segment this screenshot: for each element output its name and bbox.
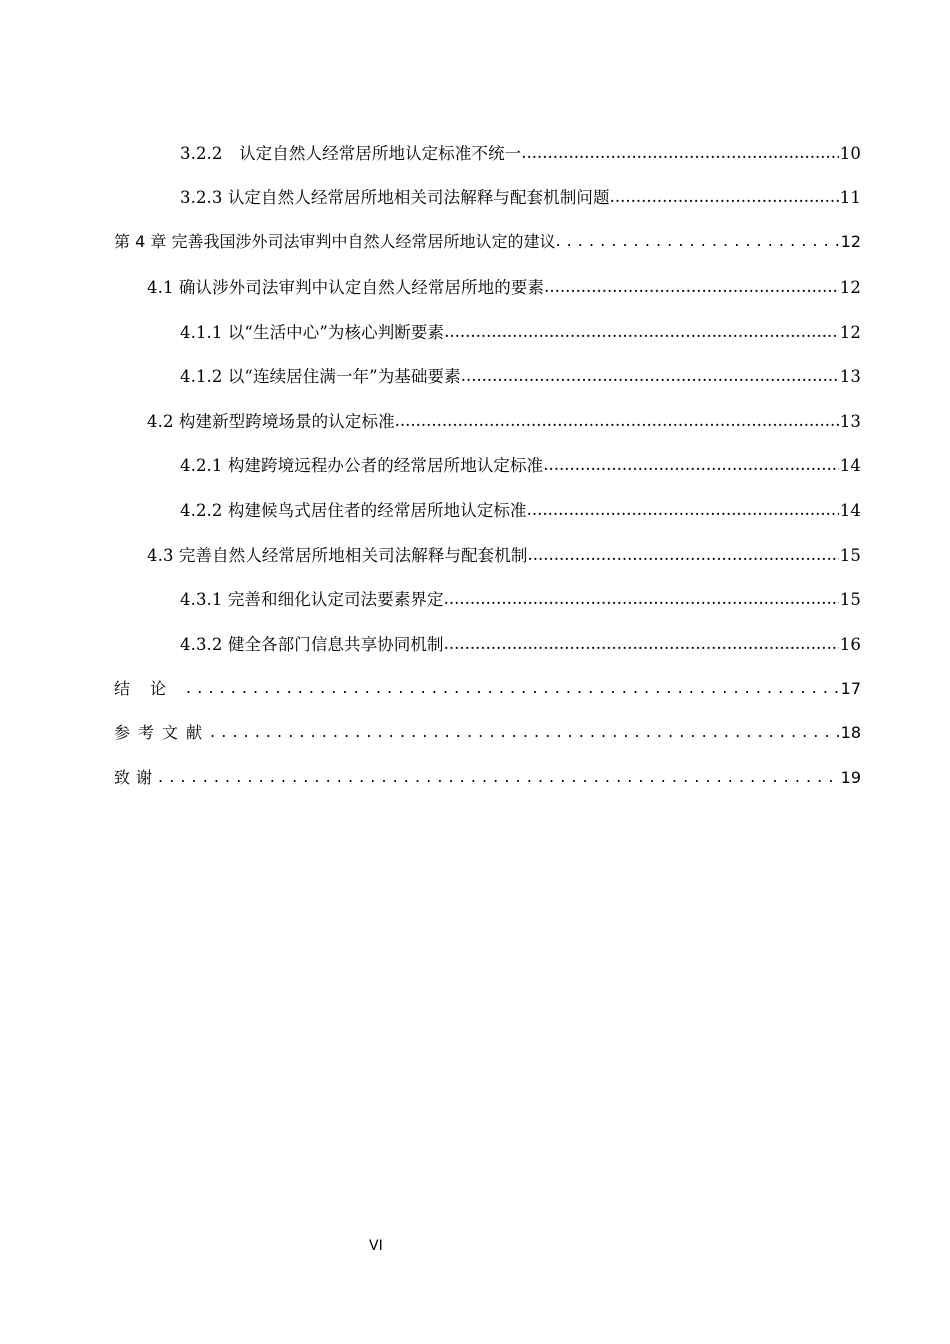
toc-entry-page: 12 bbox=[840, 232, 861, 251]
toc-entry-4-2-2[interactable] bbox=[180, 497, 861, 527]
toc-entry-page: 13 bbox=[839, 412, 861, 431]
toc-entry-4-2[interactable] bbox=[147, 408, 861, 438]
toc-dot-leader bbox=[527, 500, 839, 519]
toc-entry-4-1[interactable] bbox=[147, 274, 861, 304]
toc-entry-page: 14 bbox=[839, 501, 861, 520]
toc-dot-leader bbox=[158, 767, 840, 786]
toc-entry-3-2-2[interactable] bbox=[180, 140, 861, 170]
toc-dot-leader bbox=[610, 187, 839, 206]
toc-entry-label: 参考文献 bbox=[114, 723, 211, 742]
toc-entry-acknowledgements[interactable] bbox=[114, 765, 861, 795]
toc-entry-label: 4.1 确认涉外司法审判中认定自然人经常居所地的要素 bbox=[147, 278, 545, 297]
toc-entry-label: 4.1.1 以“生活中心”为核心判断要素 bbox=[180, 323, 445, 342]
toc-entry-label: 3.2.3 认定自然人经常居所地相关司法解释与配套机制问题 bbox=[180, 188, 610, 207]
toc-dot-leader bbox=[555, 231, 839, 250]
toc-dot-leader bbox=[186, 678, 840, 697]
toc-entry-3-2-3[interactable] bbox=[180, 184, 861, 214]
toc-dot-leader bbox=[528, 545, 839, 564]
toc-entry-page: 12 bbox=[839, 323, 861, 342]
toc-entry-page: 14 bbox=[839, 456, 861, 475]
toc-entry-label: 第 4 章 完善我国涉外司法审判中自然人经常居所地认定的建议 bbox=[114, 232, 556, 251]
toc-entry-label: 4.1.2 以“连续居住满一年”为基础要素 bbox=[180, 367, 461, 386]
toc-dot-leader bbox=[544, 277, 839, 296]
toc-entry-chapter-4[interactable] bbox=[114, 229, 861, 259]
toc-entry-page: 12 bbox=[839, 278, 861, 297]
toc-entry-page: 11 bbox=[839, 188, 861, 207]
toc-dot-leader bbox=[444, 322, 839, 341]
toc-dot-leader bbox=[210, 722, 840, 741]
toc-entry-4-3-1[interactable] bbox=[180, 586, 861, 616]
toc-dot-leader bbox=[444, 589, 839, 608]
toc-entry-page: 15 bbox=[839, 590, 861, 609]
toc-entry-4-1-2[interactable] bbox=[180, 363, 861, 393]
toc-entry-4-3[interactable] bbox=[147, 542, 861, 572]
toc-entry-page: 16 bbox=[839, 635, 861, 654]
toc-entry-label: 4.2.1 构建跨境远程办公者的经常居所地认定标准 bbox=[180, 456, 544, 475]
toc-dot-leader bbox=[444, 634, 839, 653]
page-number: VI bbox=[369, 1238, 383, 1254]
toc-entry-page: 19 bbox=[840, 768, 861, 787]
toc-entry-label: 4.2.2 构建候鸟式居住者的经常居所地认定标准 bbox=[180, 501, 527, 520]
toc-dot-leader bbox=[461, 366, 839, 385]
toc-entry-4-2-1[interactable] bbox=[180, 452, 861, 482]
toc-entry-page: 17 bbox=[840, 679, 861, 698]
toc-entry-page: 15 bbox=[839, 546, 861, 565]
toc-entry-label: 致谢 bbox=[114, 768, 159, 787]
toc-entry-label: 3.2.2 认定自然人经常居所地认定标准不统一 bbox=[180, 144, 522, 163]
toc-dot-leader bbox=[395, 411, 839, 430]
toc-entry-label: 4.2 构建新型跨境场景的认定标准 bbox=[147, 412, 395, 431]
toc-entry-label: 4.3 完善自然人经常居所地相关司法解释与配套机制 bbox=[147, 546, 528, 565]
toc-entry-references[interactable] bbox=[114, 720, 861, 750]
toc-entry-4-1-1[interactable] bbox=[180, 319, 861, 349]
toc-entry-page: 18 bbox=[840, 723, 861, 742]
toc-entry-page: 10 bbox=[839, 144, 861, 163]
toc-entry-label: 4.3.1 完善和细化认定司法要素界定 bbox=[180, 590, 444, 609]
toc-dot-leader bbox=[521, 143, 839, 162]
toc-dot-leader bbox=[543, 455, 839, 474]
toc-entry-label: 4.3.2 健全各部门信息共享协同机制 bbox=[180, 635, 444, 654]
toc-entry-page: 13 bbox=[839, 367, 861, 386]
toc-entry-conclusion[interactable] bbox=[114, 676, 861, 706]
toc-entry-4-3-2[interactable] bbox=[180, 631, 861, 661]
toc-entry-label: 结论 bbox=[114, 679, 187, 698]
